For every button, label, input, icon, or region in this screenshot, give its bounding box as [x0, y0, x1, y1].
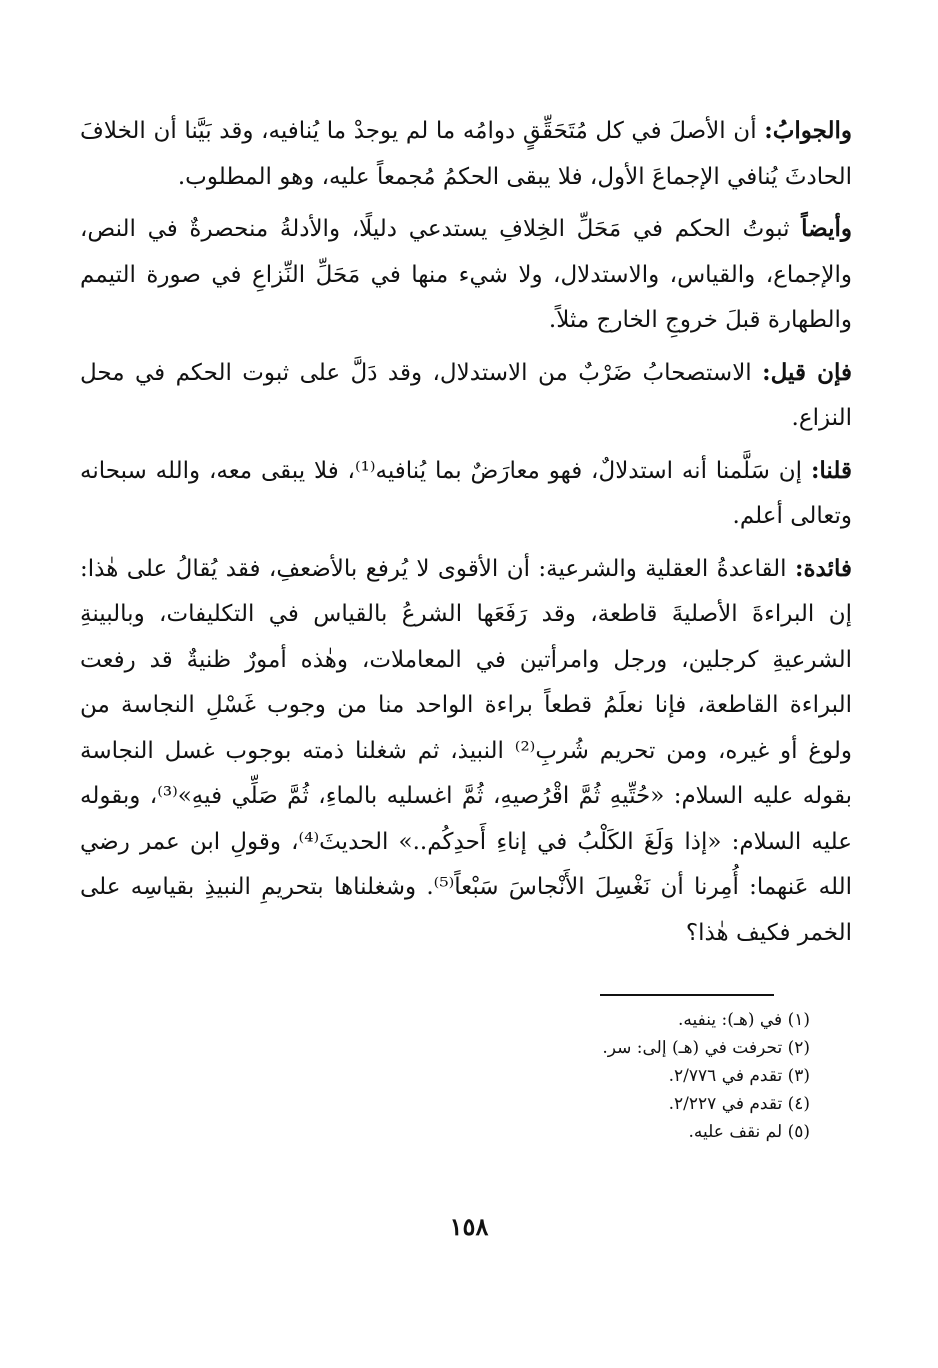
paragraph-text: إن سَلَّمنا أنه استدلالٌ، فهو معارَضٌ بما يُنافيه⁽¹⁾، فلا يبقى معه، والله سبحانه وتعالى أعلم. — [80, 457, 852, 529]
footnote: (٤) تقدم في ٢/٢٢٧. — [668, 1094, 810, 1114]
footnote: (٥) لم نقف عليه. — [688, 1122, 810, 1142]
footnote-divider — [600, 994, 774, 996]
paragraph-lead: وأيضاً — [801, 215, 852, 242]
paragraph-reply — [80, 448, 852, 540]
paragraph-answer — [80, 108, 852, 200]
paragraph-text: الاستصحابُ ضَرْبٌ من الاستدلال، وقد دَلَّ على ثبوت الحكم في محل النزاع. — [80, 359, 852, 431]
paragraph-text: القاعدةُ العقلية والشرعية: أن الأقوى لا يُرفع بالأضعفِ، فقد يُقالُ على هٰذا: إن البراءةَ الأصليةَ قاطعة، وقد رَفَعَها الشرعُ بالقياس في التكليفات، وبالبينةِ الشرعيةِ كرجلين، ورجل وامرأتين في المعاملات، وهٰذه أمورٌ ظنيةٌ قد رفعت البراءة القاطعة، فإنا نعلَمُ قطعاً براءة الواحد منا من وجوب غَسْلِ النجاسة من ولوغ أو غيره، ومن تحريم شُربِ⁽²⁾ النبيذ، ثم شغلنا ذمته بوجوب غسل النجاسة بقوله عليه السلام: «حُتِّيهِ ثُمَّ اقْرُصيهِ، ثُمَّ اغسليه بالماءِ، ثُمَّ صَلِّي فيهِ»⁽³⁾، وبقوله عليه السلام: «إذا وَلَغَ الكَلْبُ في إناءِ أَحدِكُم..» الحديثَ⁽⁴⁾، وقولِ ابن عمر رضي الله عَنهما: أُمِرنا أن نَغْسِلَ الأَنْجاسَ سَبْعاً⁽⁵⁾. وشغلناها بتحريمِ النبيذِ بقياسِه على الخمر فكيف هٰذا؟ — [80, 555, 853, 946]
paragraph-objection — [80, 350, 852, 442]
main-text — [80, 108, 852, 962]
paragraph-lead: والجوابُ: — [764, 117, 852, 144]
footnote: (٣) تقدم في ٢/٧٧٦. — [668, 1066, 810, 1086]
paragraph-benefit — [80, 546, 852, 957]
paragraph-lead: فائدة: — [794, 554, 852, 582]
paragraph-also — [80, 206, 852, 344]
paragraph-text: ثبوتُ الحكم في مَحَلِّ الخِلافِ يستدعي دليلًا، والأدلةُ منحصرةٌ في النص، والإجماع، والقياس، والاستدلال، ولا شيء منها في مَحَلِّ النِّزاعِ في صورة التيمم والطهارة قبلَ خروجِ الخارج مثلاً. — [80, 216, 852, 333]
footnote: (١) في (هـ): ينفيه. — [678, 1010, 810, 1030]
page-number: ١٥٨ — [449, 1212, 489, 1241]
paragraph-lead: قلنا: — [810, 456, 852, 484]
paragraph-text: أن الأصلَ في كل مُتَحَقِّقٍ دوامُه ما لم يوجدْ ما يُنافيه، وقد بَيَّنا أن الخلافَ الحادثَ يُنافي الإجماعَ الأول، فلا يبقى الحكمُ مُجمعاً عليه، وهو المطلوب. — [80, 118, 852, 190]
footnotes — [480, 1006, 810, 1146]
paragraph-lead: فإن قيل: — [762, 358, 853, 386]
footnote: (٢) تحرفت في (هـ) إلى: سر. — [602, 1038, 810, 1058]
